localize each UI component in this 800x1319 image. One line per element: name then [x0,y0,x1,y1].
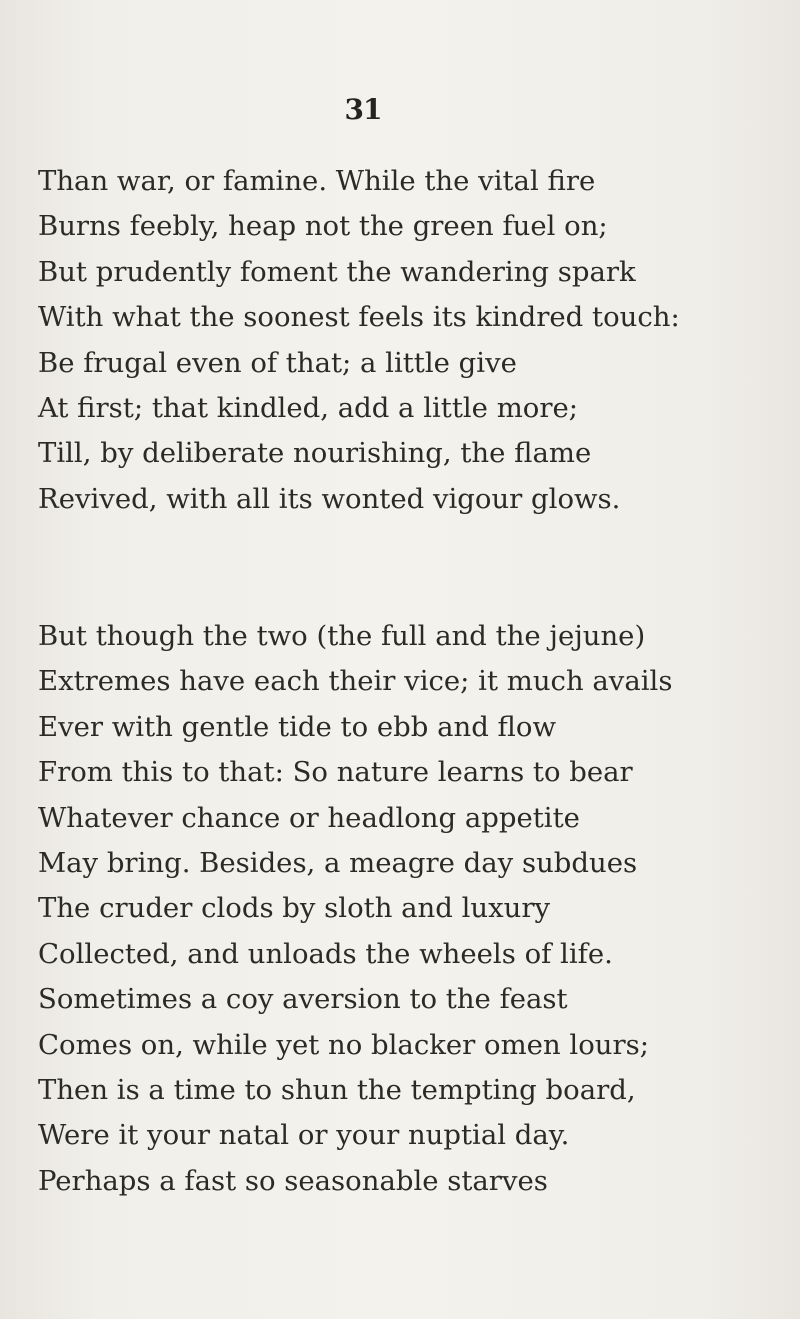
stanza-2 [38,614,778,1204]
poem-line: May bring. Besides, a meagre day subdues [38,846,638,879]
poem-line: With what the soonest feels its kindred touch: [38,301,680,334]
poem-line: Ever with gentle tide to ebb and flow [38,710,556,743]
poem-line: Were it your natal or your nuptial day. [38,1119,570,1152]
poem-line: But prudently foment the wandering spark [38,255,636,288]
page-number: 31 [344,93,382,126]
poem-line: Till, by deliberate nourishing, the flame [38,437,592,470]
poem-line: The cruder clods by sloth and luxury [38,892,551,925]
poem-line: Perhaps a fast so seasonable starves [38,1164,548,1197]
poem-line: Revived, with all its wonted vigour glows. [38,482,621,515]
poem-line: Than war, or famine. While the vital fire [38,165,596,197]
poem-line: Burns feebly, heap not the green fuel on; [38,210,608,243]
poem-line: Be frugal even of that; a little give [38,346,517,379]
poem-line: Collected, and unloads the wheels of life. [38,937,613,970]
stanza-1 [38,159,778,522]
poem-line: Comes on, while yet no blacker omen lours; [38,1028,649,1061]
poem-line: At first; that kindled, add a little more; [38,391,579,424]
poem-line: Whatever chance or headlong appetite [38,801,580,834]
poem-line: Extremes have each their vice; it much avails [38,665,673,698]
poem-line: Then is a time to shun the tempting board, [38,1073,636,1106]
poem-line: Sometimes a coy aversion to the feast [38,983,568,1016]
poem-line: From this to that: So nature learns to bear [38,756,633,789]
poem-line: But though the two (the full and the jejune) [38,620,646,652]
